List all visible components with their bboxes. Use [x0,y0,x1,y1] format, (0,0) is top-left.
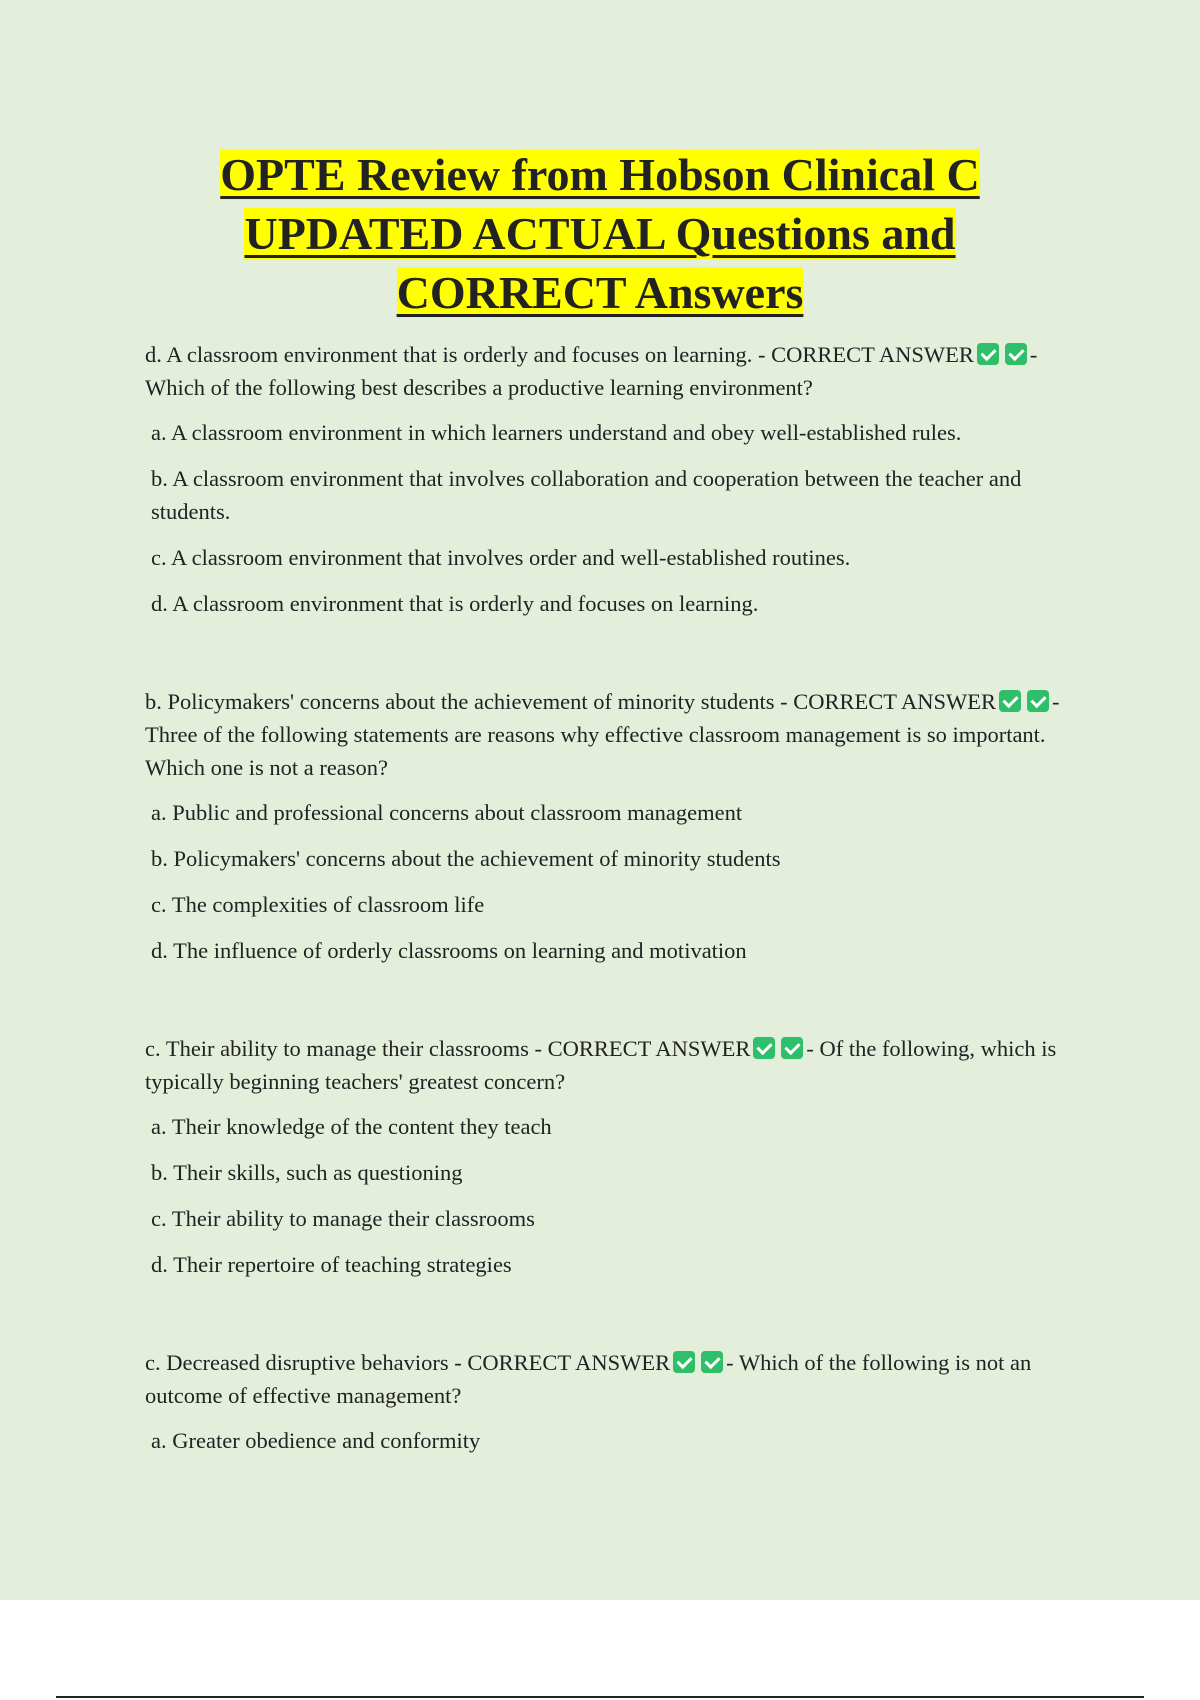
correct-answer-text: d. A classroom environment that is orderly and focuses on learning. - CORRECT ANSWER [145,342,974,367]
option-c: c. The complexities of classroom life [151,892,485,917]
title-line-2: UPDATED ACTUAL Questions and [244,208,956,259]
question-prompt: - Which of the following best describes a productive learning environment? [145,342,1038,400]
title-line-1: OPTE Review from Hobson Clinical C [220,149,980,200]
option-b: b. Policymakers' concerns about the achievement of minority students [151,846,781,871]
option-c: c. Their ability to manage their classrooms [151,1206,535,1231]
question-block [145,1346,1085,1457]
option-d: d. A classroom environment that is orderly and focuses on learning. [151,591,759,616]
question-prompt: - Three of the following statements are reasons why effective classroom management is so important. Which one is not a reason? [145,689,1060,780]
option-a: a. Public and professional concerns about classroom management [151,800,743,825]
document-title [0,145,1200,322]
title-line-3: CORRECT Answers [396,267,804,318]
question-text [145,338,1085,404]
footer-divider [56,1696,1144,1698]
option-a: a. A classroom environment in which learners understand and obey well-established rules. [151,420,962,445]
check-icon [781,1037,803,1059]
check-icon [701,1351,723,1373]
question-prompt: - Of the following, which is typically beginning teachers' greatest concern? [145,1036,1057,1094]
question-text [145,685,1085,784]
check-icon [999,690,1021,712]
question-prompt: - Which of the following is not an outcome of effective management? [145,1350,1032,1408]
option-d: d. Their repertoire of teaching strategies [151,1252,512,1277]
question-text [145,1346,1085,1412]
option-c: c. A classroom environment that involves order and well-established routines. [151,545,851,570]
option-b: b. A classroom environment that involves collaboration and cooperation between the teacher and students. [151,466,1022,524]
question-block [145,338,1085,620]
question-block [145,1032,1085,1281]
check-icon [1005,343,1027,365]
question-text [145,1032,1085,1098]
option-a: a. Their knowledge of the content they teach [151,1114,552,1139]
option-b: b. Their skills, such as questioning [151,1160,463,1185]
check-icon [977,343,999,365]
check-icon [753,1037,775,1059]
correct-answer-text: c. Decreased disruptive behaviors - CORRECT ANSWER [145,1350,671,1375]
question-list [145,338,1085,1470]
correct-answer-text: b. Policymakers' concerns about the achievement of minority students - CORRECT ANSWER [145,689,997,714]
check-icon [1027,690,1049,712]
check-icon [673,1351,695,1373]
option-d: d. The influence of orderly classrooms on learning and motivation [151,938,747,963]
option-a: a. Greater obedience and conformity [151,1428,481,1453]
question-block [145,685,1085,967]
correct-answer-text: c. Their ability to manage their classrooms - CORRECT ANSWER [145,1036,751,1061]
